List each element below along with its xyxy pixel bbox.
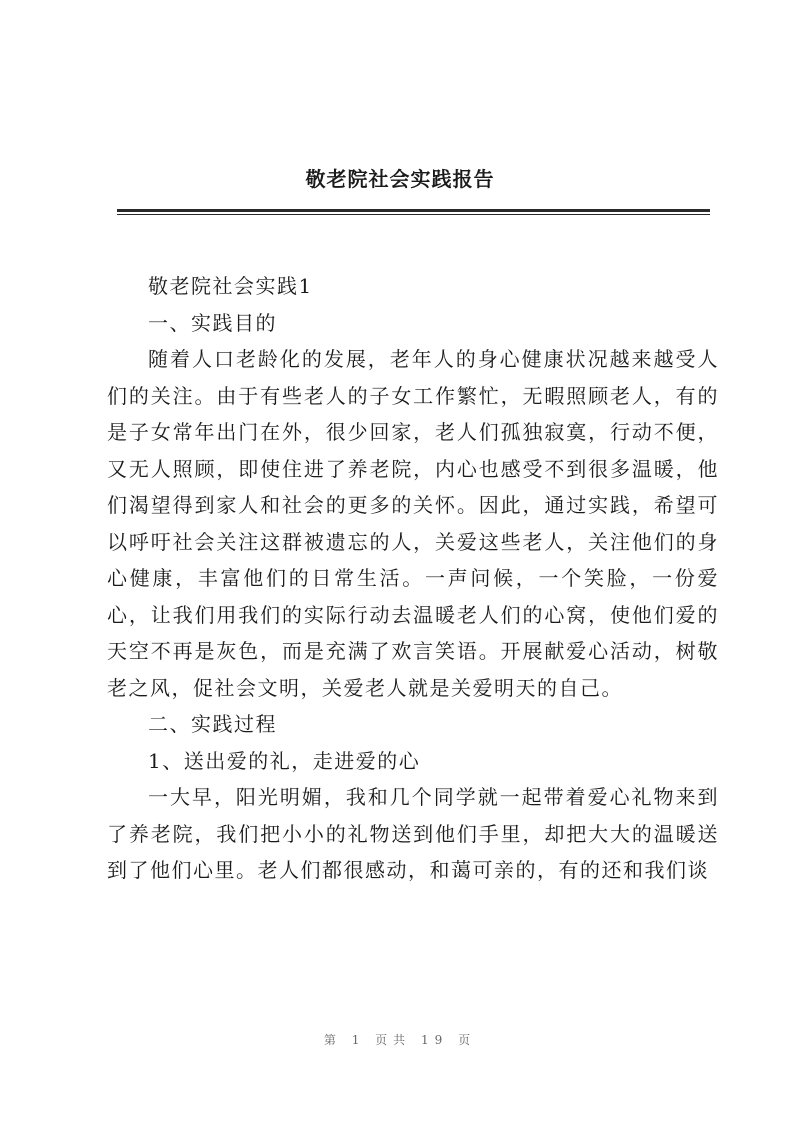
document-body (107, 268, 719, 889)
subheading: 二、实践过程 (148, 712, 277, 736)
document-title: 敬老院社会实践报告 (305, 167, 495, 191)
subheading: 1、送出爱的礼，走进爱的心 (148, 748, 421, 773)
subheading: 一、实践目的 (148, 310, 277, 335)
page-number: 第 1 页共 19 页 (323, 1033, 477, 1047)
title-divider (117, 209, 710, 212)
title-divider-thin (117, 214, 710, 215)
body-paragraph: 随着人口老龄化的发展，老年人的身心健康状况越来越受人们的关注。由于有些老人的子女工作繁忙，无暇照顾老人，有的是子女常年出门在外，很少回家，老人们孤独寂寞，行动不便，又无人照顾，即使住进了养老院，内心也感受不到很多温暖，他们渴望得到家人和社会的更多的关怀。因此，通过实践，希望可以呼吁社会关注这群被遗忘的人，关爱这些老人，关注他们的身心健康，丰富他们的日常生活。一声问候，一个笑脸，一份爱心，让我们用我们的实际行动去温暖老人们的心窝，使他们爱的天空不再是灰色，而是充满了欢言笑语。开展献爱心活动，树敬老之风，促社会文明，关爱老人就是关爱明天的自己。 (107, 347, 719, 700)
section-heading: 敬老院社会实践1 (148, 274, 313, 298)
body-paragraph: 一大早，阳光明媚，我和几个同学就一起带着爱心礼物来到了养老院，我们把小小的礼物送到他们手里，却把大大的温暖送到了他们心里。老人们都很感动，和蔼可亲的，有的还和我们谈 (107, 785, 719, 882)
